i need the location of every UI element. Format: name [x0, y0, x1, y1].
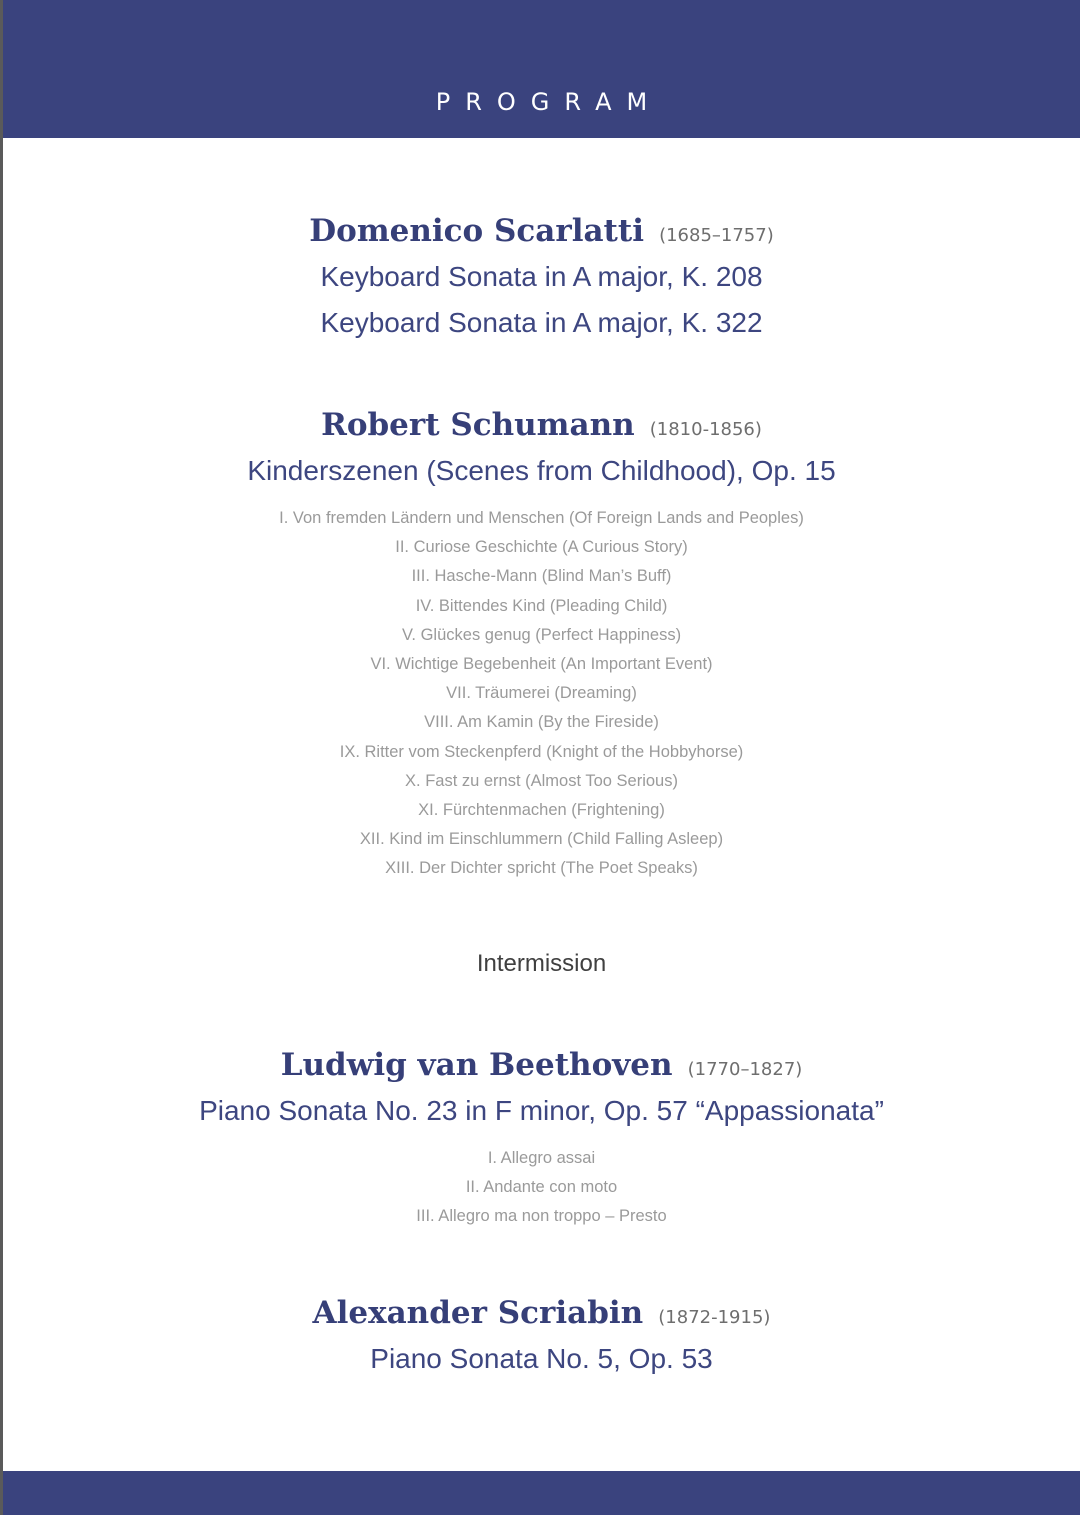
composer-name: Ludwig van Beethoven [280, 1047, 673, 1083]
movement-item: II. Andante con moto [465, 1178, 618, 1197]
work-title: Piano Sonata No. 23 in F minor, Op. 57 “Appassionata” [199, 1095, 884, 1126]
composer-line [3, 402, 1080, 448]
footer-band [3, 1471, 1080, 1515]
movement-item: II. Curiose Geschichte (A Curious Story) [395, 538, 688, 557]
movement-item: XIII. Der Dichter spricht (The Poet Speaks) [385, 859, 698, 878]
composer-dates: (1872-1915) [658, 1307, 771, 1328]
work-title: Kinderszenen (Scenes from Childhood), Op. 15 [247, 455, 836, 486]
movement-item: VII. Träumerei (Dreaming) [446, 684, 637, 703]
movement-item: X. Fast zu ernst (Almost Too Serious) [405, 771, 678, 790]
composer-name: Robert Schumann [321, 407, 635, 443]
header-band [3, 0, 1080, 138]
movement-item: V. Glückes genug (Perfect Happiness) [401, 625, 682, 644]
work-title: Keyboard Sonata in A major, K. 208 [320, 261, 763, 292]
program-section-scriabin [3, 1290, 1080, 1382]
movement-item: VIII. Am Kamin (By the Fireside) [424, 713, 659, 732]
program-section-schumann [3, 402, 1080, 884]
intermission-label: Intermission [476, 950, 607, 977]
movement-list [3, 1144, 1080, 1232]
composer-line [3, 1290, 1080, 1336]
work-title: Piano Sonata No. 5, Op. 53 [370, 1343, 713, 1374]
program-section-beethoven [3, 1042, 1080, 1232]
movement-item: III. Hasche-Mann (Blind Man’s Buff) [411, 567, 672, 586]
composer-dates: (1770–1827) [687, 1059, 803, 1080]
program-heading: PROGRAM [435, 88, 663, 116]
movement-item: I. Allegro assai [487, 1149, 596, 1167]
movement-item: III. Allegro ma non troppo – Presto [416, 1207, 667, 1226]
movement-item: XI. Fürchtenmachen (Frightening) [418, 801, 665, 820]
movement-item: IV. Bittendes Kind (Pleading Child) [415, 596, 668, 615]
composer-line [3, 208, 1080, 254]
movement-list [3, 504, 1080, 884]
movement-item: VI. Wichtige Begebenheit (An Important Event) [370, 655, 713, 674]
composer-dates: (1685–1757) [659, 225, 774, 246]
composer-name: Domenico Scarlatti [309, 213, 644, 249]
movement-item: IX. Ritter vom Steckenpferd (Knight of the Hobbyhorse) [339, 742, 744, 761]
composer-name: Alexander Scriabin [312, 1295, 644, 1331]
composer-dates: (1810-1856) [649, 419, 762, 440]
movement-item: I. Von fremden Ländern und Menschen (Of Foreign Lands and Peoples) [279, 509, 804, 527]
movement-item: XII. Kind im Einschlummern (Child Falling Asleep) [359, 830, 724, 849]
composer-line [3, 1042, 1080, 1088]
program-section-scarlatti [3, 208, 1080, 346]
work-title: Keyboard Sonata in A major, K. 322 [320, 307, 763, 338]
